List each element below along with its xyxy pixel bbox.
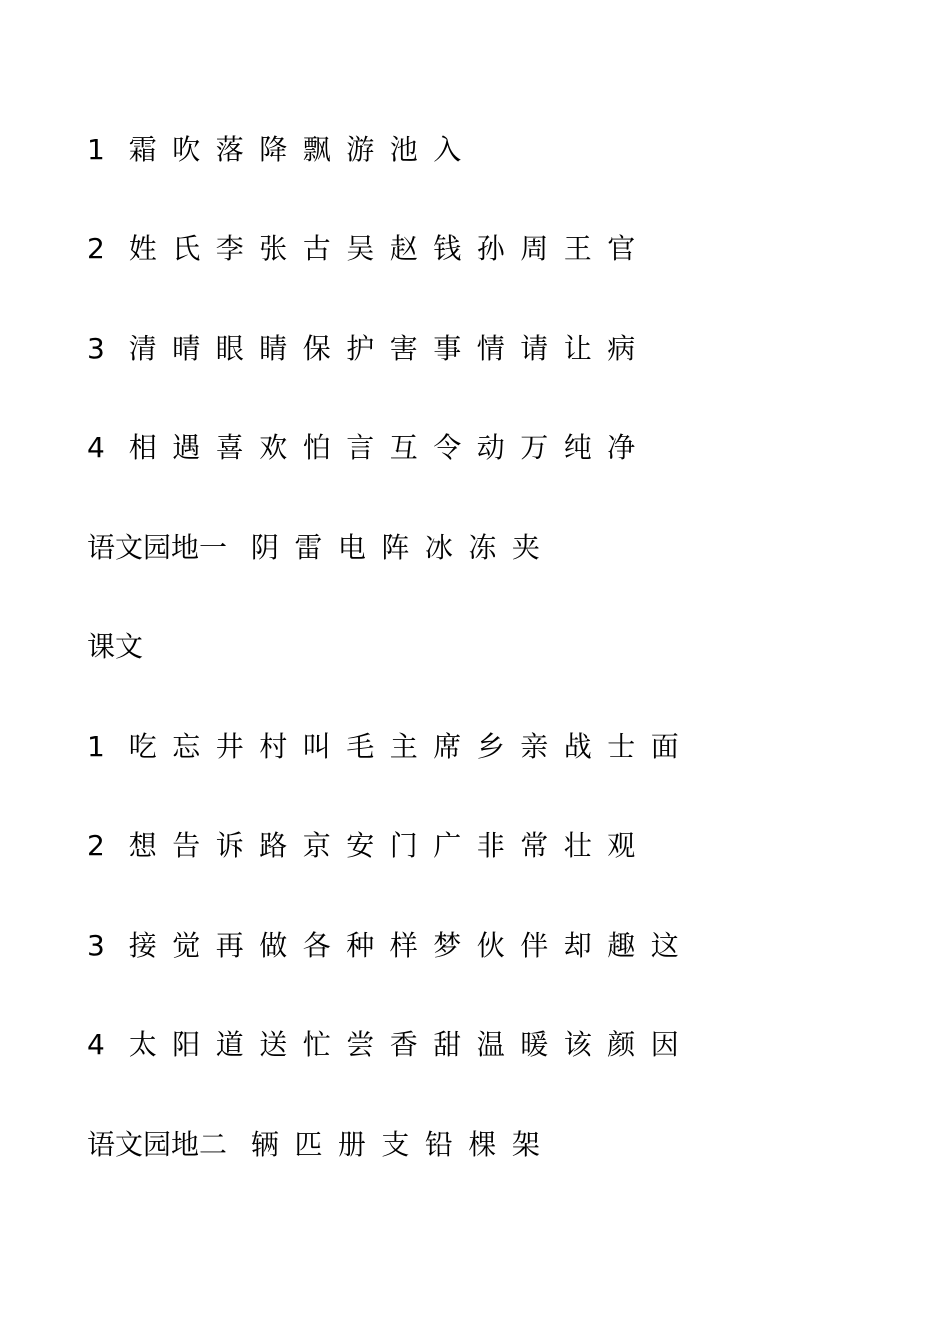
word-list-line-garden-1 — [87, 528, 555, 568]
line-label: 2 — [87, 232, 105, 265]
line-label: 3 — [87, 929, 105, 962]
word-list-line-1 — [87, 130, 477, 170]
word-list-line-7 — [87, 926, 694, 966]
word-list-line-6 — [87, 826, 651, 866]
line-characters: 辆匹册支铅棵架 — [250, 1128, 556, 1161]
section-heading-kewen — [87, 627, 143, 667]
word-list-line-3 — [87, 329, 651, 369]
line-label: 1 — [87, 730, 105, 763]
line-characters: 吃忘井村叫毛主席乡亲战士面 — [128, 730, 695, 763]
line-characters: 阴雷电阵冰冻夹 — [250, 531, 556, 564]
word-list-line-4 — [87, 428, 651, 468]
section-label: 语文园地二 — [87, 1128, 228, 1161]
word-list-line-8 — [87, 1025, 694, 1065]
line-characters: 霜吹落降飘游池入 — [128, 133, 477, 166]
word-list-line-5 — [87, 727, 694, 767]
line-characters: 相遇喜欢怕言互令动万纯净 — [128, 431, 651, 464]
line-characters: 接觉再做各种样梦伙伴却趣这 — [128, 929, 695, 962]
section-label: 语文园地一 — [87, 531, 228, 564]
word-list-line-2 — [87, 229, 651, 269]
line-label: 4 — [87, 431, 105, 464]
line-characters: 太阳道送忙尝香甜温暖该颜因 — [128, 1028, 695, 1061]
line-label: 3 — [87, 332, 105, 365]
heading-text: 课文 — [87, 630, 144, 663]
line-characters: 想告诉路京安门广非常壮观 — [128, 829, 651, 862]
line-label: 1 — [87, 133, 105, 166]
line-label: 2 — [87, 829, 105, 862]
line-label: 4 — [87, 1028, 105, 1061]
line-characters: 清晴眼睛保护害事情请让病 — [128, 332, 651, 365]
word-list-line-garden-2 — [87, 1125, 555, 1165]
line-characters: 姓氏李张古吴赵钱孙周王官 — [128, 232, 651, 265]
